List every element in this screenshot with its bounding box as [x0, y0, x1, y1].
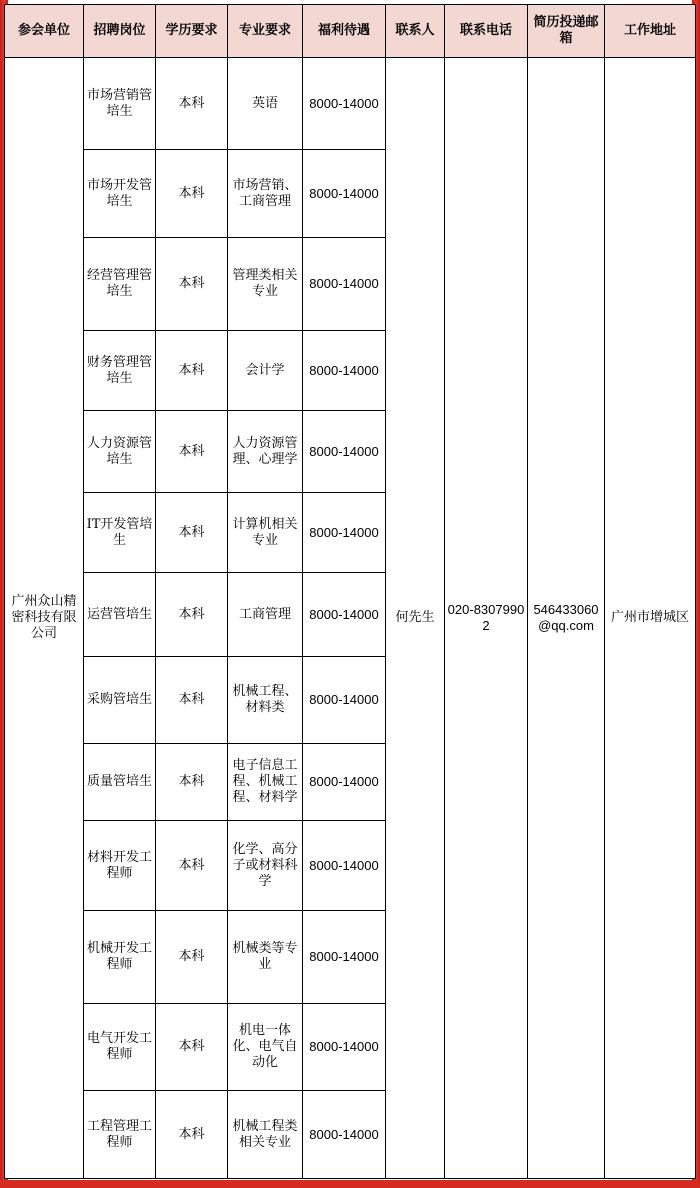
salary-cell: 8000-14000 [303, 821, 386, 911]
major-cell: 电子信息工程、机械工程、材料学 [228, 744, 303, 821]
header-row [5, 5, 696, 58]
major-cell: 英语 [228, 58, 303, 150]
bottom-border [0, 1180, 700, 1188]
header-address: 工作地址 [605, 5, 696, 58]
table-row [5, 58, 696, 150]
position-cell: 机械开发工程师 [84, 911, 156, 1004]
phone-cell: 020-83079902 [445, 58, 528, 1179]
major-cell: 会计学 [228, 331, 303, 411]
email-cell: 546433060@qq.com [528, 58, 605, 1179]
header-company: 参会单位 [5, 5, 84, 58]
education-cell: 本科 [156, 493, 228, 573]
salary-cell: 8000-14000 [303, 331, 386, 411]
header-position: 招聘岗位 [84, 5, 156, 58]
education-cell: 本科 [156, 150, 228, 238]
major-cell: 人力资源管理、心理学 [228, 411, 303, 493]
major-cell: 工商管理 [228, 573, 303, 657]
address-cell: 广州市增城区 [605, 58, 696, 1179]
major-cell: 机电一体化、电气自动化 [228, 1004, 303, 1091]
position-cell: 电气开发工程师 [84, 1004, 156, 1091]
education-cell: 本科 [156, 331, 228, 411]
major-cell: 管理类相关专业 [228, 238, 303, 331]
position-cell: 质量管培生 [84, 744, 156, 821]
salary-cell: 8000-14000 [303, 493, 386, 573]
salary-cell: 8000-14000 [303, 58, 386, 150]
position-cell: 采购管培生 [84, 657, 156, 744]
position-cell: 市场开发管培生 [84, 150, 156, 238]
position-cell: 运营管培生 [84, 573, 156, 657]
header-salary: 福利待遇 [303, 5, 386, 58]
recruitment-table [4, 4, 696, 1179]
education-cell: 本科 [156, 821, 228, 911]
major-cell: 化学、高分子或材料科学 [228, 821, 303, 911]
salary-cell: 8000-14000 [303, 657, 386, 744]
education-cell: 本科 [156, 1091, 228, 1179]
header-contact: 联系人 [386, 5, 445, 58]
company-cell: 广州众山精密科技有限公司 [5, 58, 84, 1179]
salary-cell: 8000-14000 [303, 238, 386, 331]
education-cell: 本科 [156, 573, 228, 657]
major-cell: 机械类等专业 [228, 911, 303, 1004]
education-cell: 本科 [156, 411, 228, 493]
position-cell: 市场营销管培生 [84, 58, 156, 150]
education-cell: 本科 [156, 911, 228, 1004]
salary-cell: 8000-14000 [303, 411, 386, 493]
position-cell: 财务管理管培生 [84, 331, 156, 411]
position-cell: IT开发管培生 [84, 493, 156, 573]
position-cell: 人力资源管培生 [84, 411, 156, 493]
position-cell: 材料开发工程师 [84, 821, 156, 911]
position-cell: 工程管理工程师 [84, 1091, 156, 1179]
header-major: 专业要求 [228, 5, 303, 58]
education-cell: 本科 [156, 657, 228, 744]
education-cell: 本科 [156, 744, 228, 821]
major-cell: 计算机相关专业 [228, 493, 303, 573]
education-cell: 本科 [156, 238, 228, 331]
major-cell: 市场营销、工商管理 [228, 150, 303, 238]
header-email: 简历投递邮箱 [528, 5, 605, 58]
salary-cell: 8000-14000 [303, 911, 386, 1004]
salary-cell: 8000-14000 [303, 744, 386, 821]
contact-cell: 何先生 [386, 58, 445, 1179]
position-cell: 经营管理管培生 [84, 238, 156, 331]
salary-cell: 8000-14000 [303, 573, 386, 657]
header-education: 学历要求 [156, 5, 228, 58]
salary-cell: 8000-14000 [303, 150, 386, 238]
education-cell: 本科 [156, 1004, 228, 1091]
salary-cell: 8000-14000 [303, 1004, 386, 1091]
major-cell: 机械工程、材料类 [228, 657, 303, 744]
header-phone: 联系电话 [445, 5, 528, 58]
major-cell: 机械工程类相关专业 [228, 1091, 303, 1179]
salary-cell: 8000-14000 [303, 1091, 386, 1179]
education-cell: 本科 [156, 58, 228, 150]
